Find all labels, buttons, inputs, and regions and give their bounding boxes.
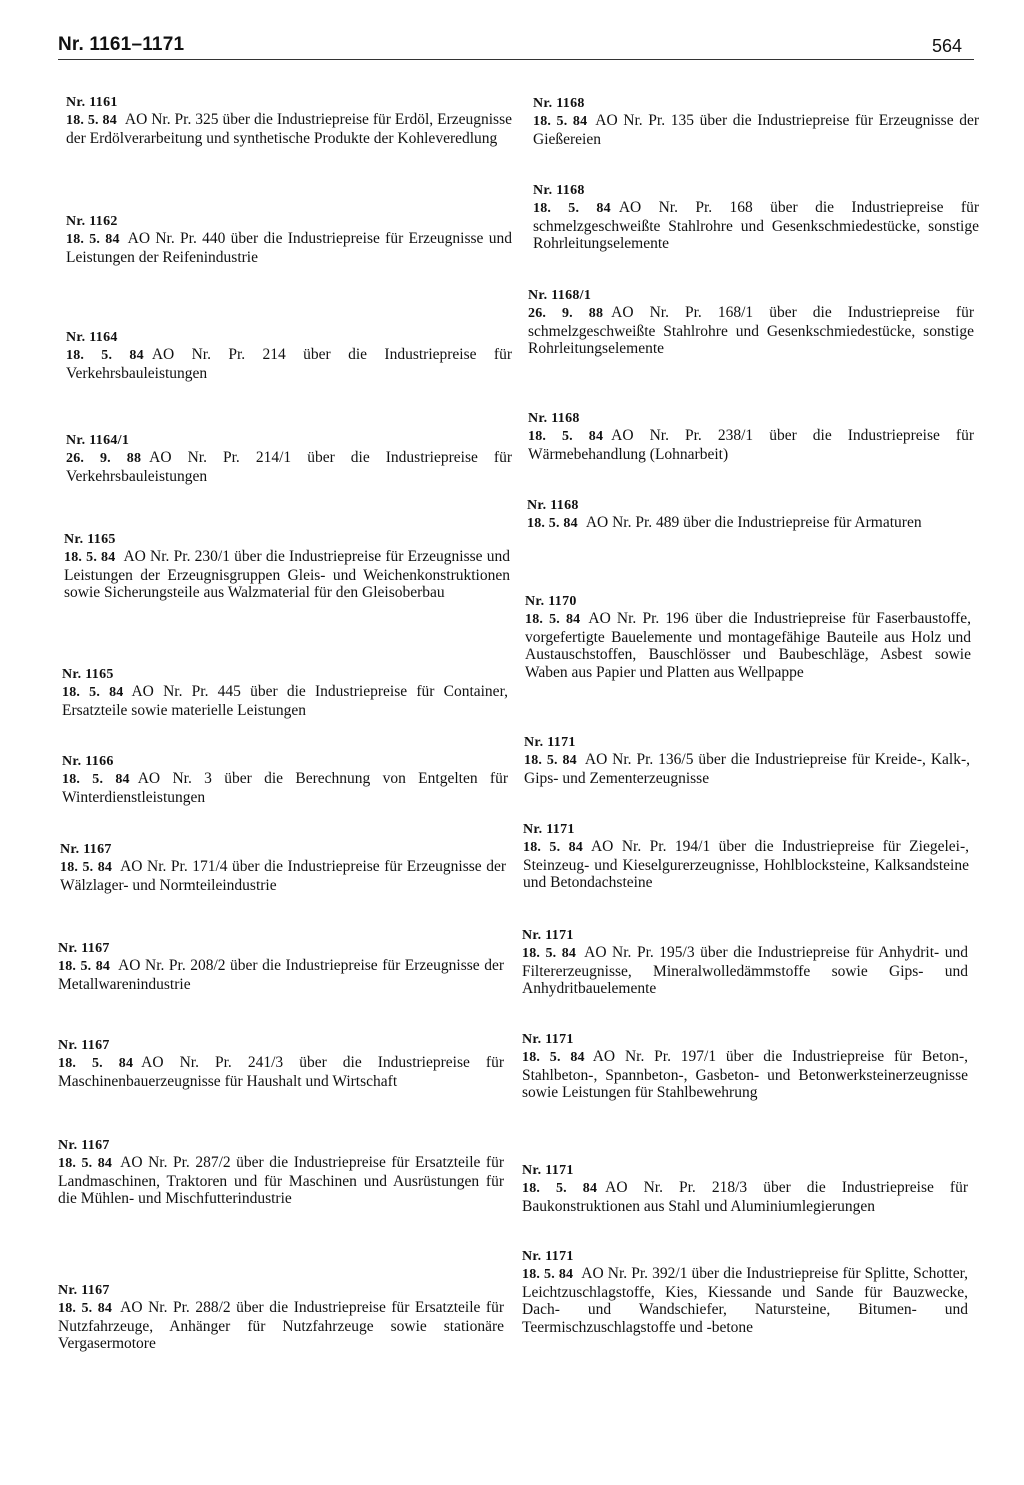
entry-date: 18. 5. 84: [66, 113, 117, 128]
entry-date: 18. 5. 84: [528, 429, 604, 444]
entry: [533, 95, 979, 148]
entry: [60, 841, 506, 894]
entry-date: 18. 5. 84: [523, 840, 583, 855]
entry-text: [66, 230, 512, 266]
page-number: 564: [932, 36, 963, 56]
entry-number: Nr. 1168: [533, 96, 585, 111]
entry-title: AO Nr. Pr. 197/1 über die Industriepreise für Beton-, Stahlbeton-, Spannbeton-, Gasbeton- und Betonwerksteinerzeugnisse sowie Leistungen für Stahlbewehrung: [522, 1048, 968, 1101]
entry: [528, 287, 974, 358]
entry-text: [522, 1048, 968, 1102]
entry: [66, 432, 512, 485]
entry-date: 26. 9. 88: [528, 306, 604, 321]
entry-text: [522, 944, 968, 998]
entry-date: 18. 5. 84: [533, 201, 611, 216]
entry-date: 18. 5. 84: [66, 348, 144, 363]
entry-title: AO Nr. Pr. 214/1 über die Industriepreise für Verkehrsbauleistungen: [66, 449, 512, 485]
entry-text: [58, 1054, 504, 1090]
entry-title: AO Nr. Pr. 325 über die Industriepreise für Erdöl, Erzeugnisse der Erdölverarbeitung und synthetische Produkte der Kohleveredlung: [66, 111, 512, 147]
entry: [523, 821, 969, 892]
entry-number: Nr. 1171: [523, 822, 575, 837]
entry-number: Nr. 1167: [58, 1138, 110, 1153]
entry-number: Nr. 1164/1: [66, 433, 130, 448]
entry-number: Nr. 1167: [60, 842, 112, 857]
entry-title: AO Nr. Pr. 214 über die Industriepreise für Verkehrsbauleistungen: [66, 346, 512, 382]
entry-number: Nr. 1164: [66, 330, 118, 345]
entry-number: Nr. 1171: [522, 928, 574, 943]
entry-text: [62, 683, 508, 719]
entry-date: 18. 5. 84: [522, 1050, 585, 1065]
entry: [66, 329, 512, 382]
entry-text: [533, 112, 979, 148]
entry-number: Nr. 1171: [522, 1032, 574, 1047]
entry-title: AO Nr. Pr. 195/3 über die Industriepreise für Anhydrit- und Filtererzeugnisse, Mineralwolledämmstoffe sowie Gips- und Anhydritbauelemente: [522, 944, 968, 997]
entry-number: Nr. 1168: [527, 498, 579, 513]
entry-date: 18. 5. 84: [62, 772, 130, 787]
entry-number: Nr. 1167: [58, 1283, 110, 1298]
entry-title: AO Nr. Pr. 238/1 über die Industriepreise für Wärmebehandlung (Lohnarbeit): [528, 427, 974, 463]
entry-date: 18. 5. 84: [58, 1301, 113, 1316]
entry-date: 18. 5. 84: [527, 516, 578, 531]
entry-title: AO Nr. Pr. 168 über die Industriepreise für schmelzgeschweißte Stahlrohre und Gesenkschmiedestücke, sonstige Rohrleitungselemente: [533, 199, 979, 252]
entry: [524, 734, 970, 787]
entry: [522, 1248, 968, 1336]
entry: [522, 1162, 968, 1215]
entry: [66, 94, 512, 147]
entry-text: [525, 610, 971, 681]
entry-text: [62, 770, 508, 806]
entry-text: [528, 427, 974, 463]
entry-title: AO Nr. Pr. 194/1 über die Industriepreise für Ziegelei-, Steinzeug- und Kieselgurerzeugnisse, Hohlblocksteine, Kalksandsteine und Betondachsteine: [523, 838, 969, 891]
entry: [522, 1031, 968, 1102]
entry-title: AO Nr. Pr. 445 über die Industriepreise für Container, Ersatzteile sowie materielle Leistungen: [62, 683, 508, 719]
entry-number: Nr. 1171: [524, 735, 576, 750]
entry: [58, 1037, 504, 1090]
entry-title: AO Nr. Pr. 171/4 über die Industriepreise für Erzeugnisse der Wälzlager- und Normteileindustrie: [60, 858, 506, 894]
entry-number: Nr. 1168/1: [528, 288, 592, 303]
entry-date: 18. 5. 84: [60, 860, 113, 875]
entry-date: 18. 5. 84: [64, 550, 116, 565]
entry-title: AO Nr. Pr. 440 über die Industriepreise für Erzeugnisse und Leistungen der Reifenindustrie: [66, 230, 512, 266]
entry-text: [58, 1154, 504, 1208]
entry-number: Nr. 1167: [58, 941, 110, 956]
entry-number: Nr. 1167: [58, 1038, 110, 1053]
entry: [62, 666, 508, 719]
entry-date: 18. 5. 84: [524, 753, 577, 768]
entry-text: [64, 548, 510, 602]
entry-title: AO Nr. Pr. 489 über die Industriepreise für Armaturen: [585, 514, 922, 531]
entry-number: Nr. 1171: [522, 1249, 574, 1264]
entry-title: AO Nr. Pr. 168/1 über die Industriepreise für schmelzgeschweißte Stahlrohre und Gesenkschmiedestücke, sonstige Rohrleitungselemente: [528, 304, 974, 357]
entry: [58, 1137, 504, 1208]
entry: [522, 927, 968, 998]
entry-date: 18. 5. 84: [522, 1267, 574, 1282]
entry-number: Nr. 1166: [62, 754, 114, 769]
entry-text: [66, 111, 512, 147]
entry-number: Nr. 1168: [533, 183, 585, 198]
entry-title: AO Nr. Pr. 241/3 über die Industriepreise für Maschinenbauerzeugnisse für Haushalt und Wirtschaft: [58, 1054, 504, 1090]
entry-text: [527, 514, 973, 533]
entry: [58, 1282, 504, 1353]
entry: [66, 213, 512, 266]
entry-number: Nr. 1165: [64, 532, 116, 547]
entry: [525, 593, 971, 681]
entry-title: AO Nr. Pr. 218/3 über die Industriepreise für Baukonstruktionen aus Stahl und Aluminiumlegierungen: [522, 1179, 968, 1215]
entry-date: 18. 5. 84: [62, 685, 124, 700]
entry-date: 18. 5. 84: [58, 1156, 113, 1171]
entry: [533, 182, 979, 253]
entry-title: AO Nr. Pr. 288/2 über die Industriepreise für Ersatzteile für Nutzfahrzeuge, Anhänger für Nutzfahrzeuge sowie stationäre Vergasermotore: [58, 1299, 504, 1352]
entry-title: AO Nr. Pr. 196 über die Industriepreise für Faserbaustoffe, vorgefertigte Bauelemente und montagefähige Bauteile aus Holz und Austauschstoffen, Bauschlösser und Baubeschläge, Asbest sowie Waben aus Papier und Platten aus Wellpappe: [525, 610, 971, 681]
entry-number: Nr. 1168: [528, 411, 580, 426]
entry-date: 18. 5. 84: [525, 612, 581, 627]
entry-text: [524, 751, 970, 787]
entry-text: [533, 199, 979, 253]
entry-date: 18. 5. 84: [522, 946, 577, 961]
entry: [528, 410, 974, 463]
running-header-title: Nr. 1161–1171: [58, 34, 185, 55]
entry-title: AO Nr. Pr. 136/5 über die Industriepreise für Kreide-, Kalk-, Gips- und Zementerzeugnisse: [524, 751, 970, 787]
entry-date: 18. 5. 84: [58, 959, 111, 974]
entry-title: AO Nr. Pr. 392/1 über die Industriepreise für Splitte, Schotter, Leichtzuschlagstoffe, Kies, Kiessande und Sande für Bauzwecke, Dach- und Wandschiefer, Natursteine, Bitumen- und Teermischzuschlagstoffe und -betone: [522, 1265, 968, 1336]
entry-number: Nr. 1165: [62, 667, 114, 682]
entry-title: AO Nr. Pr. 208/2 über die Industriepreise für Erzeugnisse der Metallwarenindustrie: [58, 957, 504, 993]
entry-number: Nr. 1162: [66, 214, 118, 229]
entry-date: 18. 5. 84: [522, 1181, 598, 1196]
entry-text: [66, 346, 512, 382]
entry: [527, 497, 973, 533]
entry: [58, 940, 504, 993]
entry-text: [58, 1299, 504, 1353]
entry-title: AO Nr. Pr. 135 über die Industriepreise für Erzeugnisse der Gießereien: [533, 112, 979, 148]
header-rule: [58, 59, 974, 60]
entry-number: Nr. 1170: [525, 594, 577, 609]
entry-text: [58, 957, 504, 993]
entry-date: 18. 5. 84: [58, 1056, 134, 1071]
entry-number: Nr. 1161: [66, 95, 118, 110]
entry-text: [523, 838, 969, 892]
entry-number: Nr. 1171: [522, 1163, 574, 1178]
entry-date: 18. 5. 84: [66, 232, 120, 247]
entry-text: [66, 449, 512, 485]
entry-title: AO Nr. Pr. 230/1 über die Industriepreise für Erzeugnisse und Leistungen der Erzeugnisgruppen Gleis- und Weichenkonstruktionen sowie Sicherungsteile aus Walzmaterial für den Gleisoberbau: [64, 548, 510, 601]
entry-title: AO Nr. 3 über die Berechnung von Entgelten für Winterdienstleistungen: [62, 770, 508, 806]
entry: [62, 753, 508, 806]
entry: [64, 531, 510, 602]
entry-title: AO Nr. Pr. 287/2 über die Industriepreise für Ersatzteile für Landmaschinen, Traktoren und für Maschinen und Ausrüstungen für die Mühlen- und Mischfutterindustrie: [58, 1154, 504, 1207]
entry-date: 26. 9. 88: [66, 451, 142, 466]
entry-text: [522, 1179, 968, 1215]
entry-text: [528, 304, 974, 358]
entry-text: [60, 858, 506, 894]
entry-date: 18. 5. 84: [533, 114, 588, 129]
entry-text: [522, 1265, 968, 1336]
